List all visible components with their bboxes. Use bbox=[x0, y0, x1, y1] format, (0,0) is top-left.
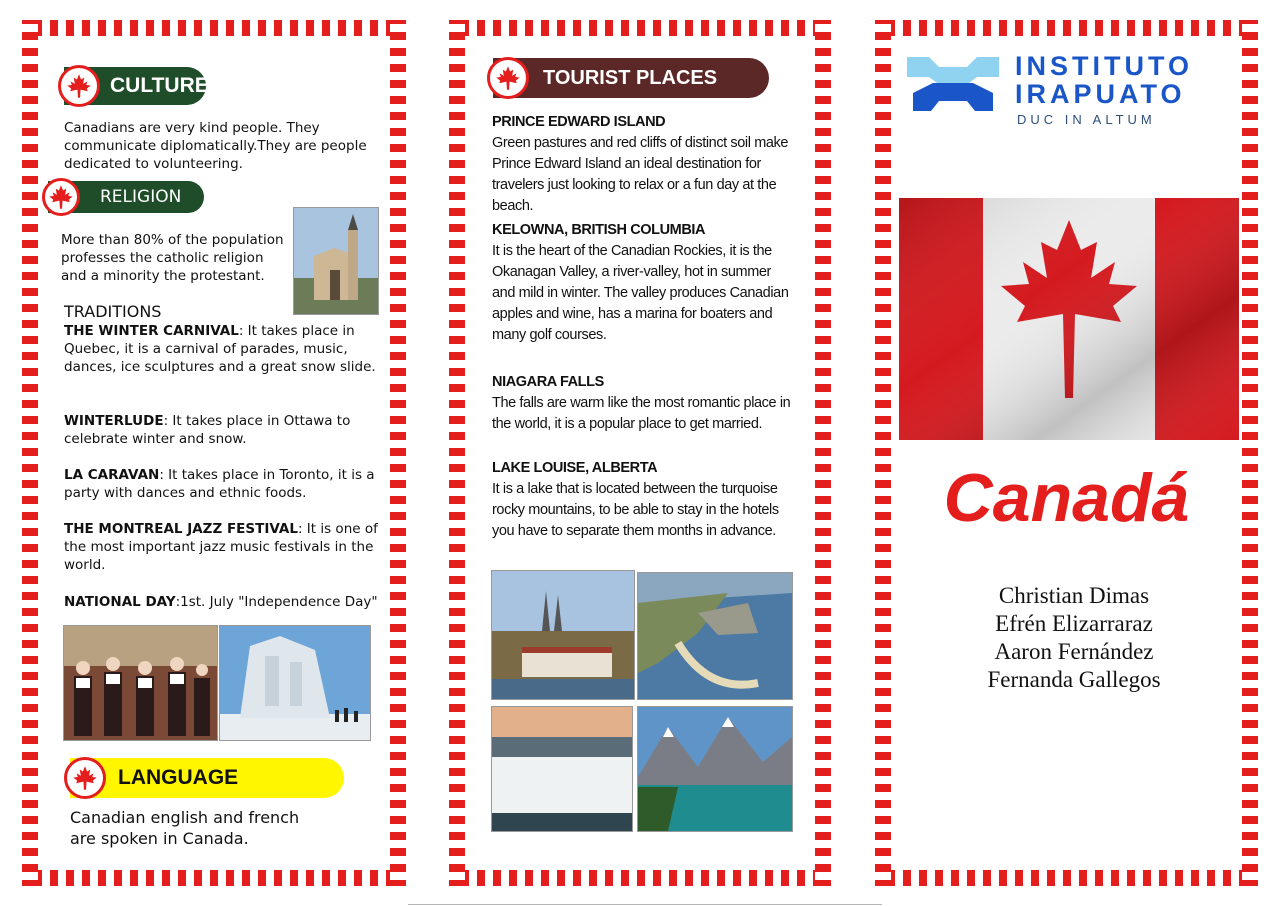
flag-border-top bbox=[875, 20, 1258, 36]
logo-line2: IRAPUATO bbox=[1015, 79, 1186, 109]
place-item bbox=[492, 220, 792, 346]
tradition-text: : It takes place in Toronto, it is a party with dances and ethnic foods. bbox=[64, 467, 375, 501]
language-text: Canadian english and french are spoken in Canada. bbox=[70, 808, 300, 848]
tourist-heading-pill bbox=[493, 58, 769, 98]
tourist-heading: TOURIST PLACES bbox=[543, 66, 718, 89]
tradition-name: WINTERLUDE bbox=[64, 413, 164, 429]
tradition-item bbox=[64, 593, 386, 611]
tradition-item bbox=[64, 466, 386, 502]
prince-edward-island-photo bbox=[491, 570, 635, 700]
place-item bbox=[492, 372, 792, 435]
author-name: Christian Dimas bbox=[998, 583, 1150, 608]
maple-leaf-icon bbox=[42, 178, 80, 216]
place-text: It is a lake that is located between the turquoise rocky mountains, to be able to stay in the hotels you have to separate them months in advance. bbox=[492, 481, 779, 539]
flag-border-left bbox=[449, 20, 465, 886]
culture-text: Canadians are very kind people. They communicate diplomatically.They are people dedicated to volunteering. bbox=[64, 120, 367, 172]
place-text: Green pastures and red cliffs of distinct soil make Prince Edward Island an ideal destination for travelers just looking to relax or a fun day at the beach. bbox=[492, 135, 789, 214]
author-name: Efrén Elizarraraz bbox=[995, 611, 1153, 636]
tradition-text: : It takes place in Quebec, it is a carnival of parades, music, dances, ice sculptures and a great snow slide. bbox=[64, 323, 376, 375]
flag-border-top bbox=[22, 20, 406, 36]
canada-flag-image bbox=[899, 198, 1239, 440]
flag-border-right bbox=[390, 20, 406, 886]
flag-border-left bbox=[875, 20, 891, 886]
flag-border-right bbox=[1242, 20, 1258, 886]
author-name: Fernanda Gallegos bbox=[987, 667, 1161, 692]
panel-right bbox=[875, 20, 1258, 886]
tradition-text: : It is one of the most important jazz music festivals in the world. bbox=[64, 521, 378, 573]
place-item bbox=[492, 112, 792, 217]
religion-heading: RELIGION bbox=[100, 187, 182, 207]
religion-text: More than 80% of the population professes the catholic religion and a minority the protestant. bbox=[61, 232, 284, 284]
culture-heading: CULTURE bbox=[110, 74, 209, 97]
place-name: KELOWNA, BRITISH COLUMBIA bbox=[492, 222, 706, 238]
page-divider bbox=[408, 904, 882, 905]
place-text: It is the heart of the Canadian Rockies, it is the Okanagan Valley, a river-valley, hot in summer and mild in winter. The valley produces Canadian apples and wine, has a marina for boaters and many golf courses. bbox=[492, 243, 789, 343]
authors-list bbox=[875, 582, 1273, 694]
tradition-text: : It takes place in Ottawa to celebrate winter and snow. bbox=[64, 413, 351, 447]
language-heading: LANGUAGE bbox=[118, 766, 239, 789]
traditions-heading: TRADITIONS bbox=[64, 302, 162, 321]
ice-castle-photo bbox=[219, 625, 371, 741]
tradition-name: THE WINTER CARNIVAL bbox=[64, 323, 239, 339]
maple-leaf-icon bbox=[64, 757, 106, 799]
tradition-name: LA CARAVAN bbox=[64, 467, 160, 483]
tradition-item bbox=[64, 520, 386, 574]
flag-border-left bbox=[22, 20, 38, 886]
cover-title: Canadá bbox=[943, 460, 1190, 536]
place-name: PRINCE EDWARD ISLAND bbox=[492, 114, 666, 130]
tradition-name: THE MONTREAL JAZZ FESTIVAL bbox=[64, 521, 298, 537]
logo-tagline: DUC IN ALTUM bbox=[1017, 112, 1156, 127]
logo-line1: INSTITUTO bbox=[1015, 51, 1194, 81]
language-heading-pill bbox=[70, 758, 344, 798]
maple-leaf-icon bbox=[487, 57, 529, 99]
place-item bbox=[492, 458, 792, 542]
flag-border-bottom bbox=[449, 870, 831, 886]
dancers-photo bbox=[63, 625, 218, 741]
maple-leaf-icon bbox=[58, 65, 100, 107]
flag-border-bottom bbox=[22, 870, 406, 886]
flag-border-right bbox=[815, 20, 831, 886]
niagara-falls-photo bbox=[491, 706, 633, 832]
culture-heading-pill bbox=[64, 67, 209, 105]
instituto-irapuato-logo-icon bbox=[905, 53, 1001, 125]
tradition-text: :1st. July "Independence Day" bbox=[175, 594, 378, 610]
tradition-item bbox=[64, 412, 384, 448]
panel-middle bbox=[449, 20, 831, 886]
place-name: NIAGARA FALLS bbox=[492, 374, 604, 390]
author-name: Aaron Fernández bbox=[994, 639, 1154, 664]
church-photo bbox=[293, 207, 379, 315]
flag-border-top bbox=[449, 20, 831, 36]
place-name: LAKE LOUISE, ALBERTA bbox=[492, 460, 658, 476]
tradition-item bbox=[64, 322, 388, 376]
place-text: The falls are warm like the most romantic place in the world, it is a popular place to get married. bbox=[492, 395, 791, 432]
lake-louise-photo bbox=[637, 706, 793, 832]
religion-heading-pill bbox=[48, 181, 204, 213]
tradition-name: NATIONAL DAY bbox=[64, 594, 176, 610]
panel-left bbox=[22, 20, 406, 886]
logo-text bbox=[1015, 52, 1193, 108]
flag-border-bottom bbox=[875, 870, 1258, 886]
kelowna-photo bbox=[637, 572, 793, 700]
